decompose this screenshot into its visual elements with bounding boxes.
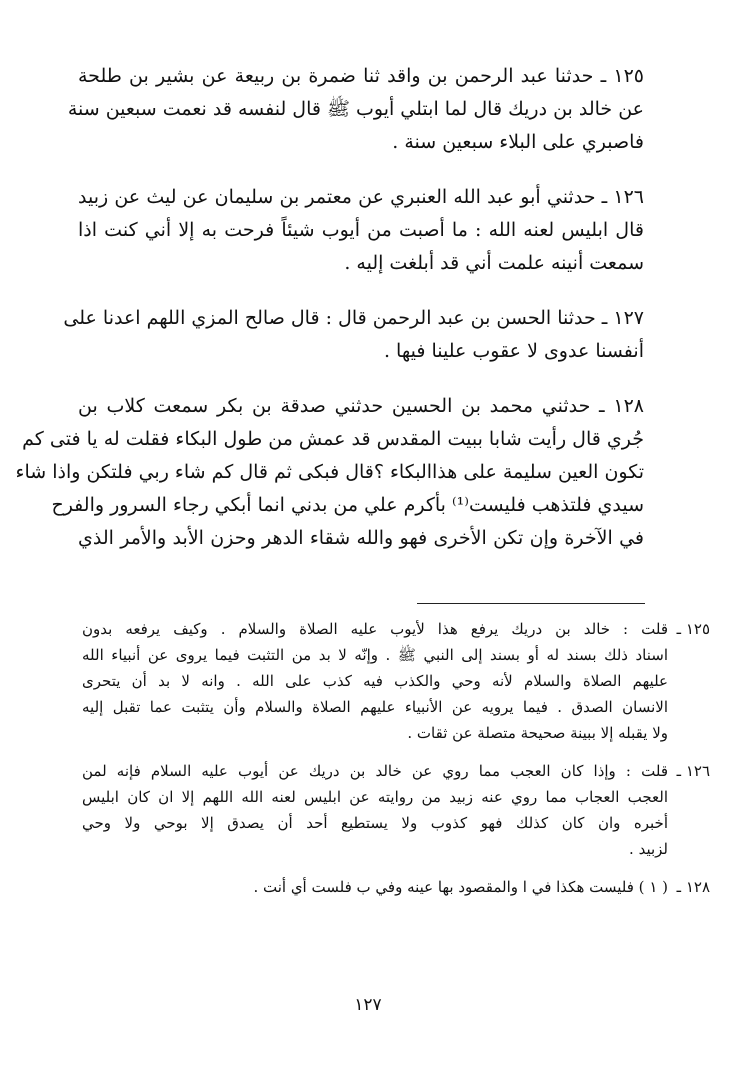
footnote-line: الانسان الصدق . فيما يرويه عن الأنبياء عليهم الصلاة والسلام وأن يتثبت عما تقبل إليه (82, 698, 668, 716)
text-line: سيدي فلتذهب فليست⁽¹⁾ بأكرم علي من بدني انما أبكي رجاء السرور والفرح (51, 494, 644, 516)
hadith-entry-126 (78, 181, 644, 280)
footnote-line: قلت : وإذا كان العجب مما روي عن خالد بن دريك عن أيوب عليه السلام فإنه لمن (82, 762, 668, 780)
text-line: سمعت أنينه علمت أني قد أبلغت إليه . (344, 252, 644, 274)
text-line: جُري قال رأيت شابا ببيت المقدس قد عمش من طول البكاء فقلت له يا فتى كم (22, 428, 644, 450)
footnote-number: ١٢٨ ـ (676, 878, 710, 896)
footnote-line: قلت : خالد بن دريك يرفع هذا لأيوب عليه الصلاة والسلام . وكيف يرفعه بدون (82, 620, 668, 638)
hadith-entry-127 (63, 302, 644, 368)
page-number: ١٢٧ (354, 995, 382, 1015)
footnotes (82, 616, 710, 912)
footnote-line: اسناد ذلك بسند له أو بسند إلى النبي ﷺ . وإنّه لا بد من التثبت فيما يروى عن أنبياء الله (82, 646, 668, 664)
footnote-line: أخبره وان كان كذلك فهو كذوب ولا يستطيع أحد أن يصدق إلا بوحي ولا وحي (82, 814, 668, 832)
footnote-line: عليهم الصلاة والسلام لأنه وحي والكذب فيه كذب على الله . وانه لا بد أن يتحرى (82, 672, 668, 690)
hadith-entry-125 (67, 60, 644, 159)
text-line: في الآخرة وإن تكن الأخرى فهو والله شقاء الدهر وحزن الأبد والأمر الذي (78, 527, 644, 549)
footnote-126 (82, 758, 710, 862)
footnote-line: ولا يقبله إلا ببينة صحيحة متصلة عن ثقات . (407, 724, 668, 742)
text-line: تكون العين سليمة على هذاالبكاء ؟قال فبكى ثم قال كم شاء ربي فلتكن واذا شاء (15, 461, 644, 483)
text-line: فاصبري على البلاء سبعين سنة . (392, 131, 644, 153)
footnote-line: العجب العجاب مما روي عنه زبيد من روايته عن ابليس لعنه الله اللهم إلا ان كان ابليس (82, 788, 668, 806)
text-line: عن خالد بن دريك قال لما ابتلي أيوب ﷺ قال لنفسه قد نعمت سبعين سنة (67, 98, 644, 120)
footnote-125 (82, 616, 710, 746)
footnote-line: لزبيد . (629, 840, 668, 858)
text-line: ١٢٧ ـ حدثنا الحسن بن عبد الرحمن قال : قال صالح المزي اللهم اعدنا على (63, 307, 644, 329)
footnote-divider (417, 603, 645, 604)
footnote-number: ١٢٦ ـ (676, 762, 710, 780)
text-line: ١٢٦ ـ حدثني أبو عبد الله العنبري عن معتمر بن سليمان عن ليث عن زبيد (78, 186, 644, 208)
text-line: قال ابليس لعنه الله : ما أصبت من أيوب شيئاً فرحت به إلا أني كنت اذا (78, 219, 644, 241)
footnote-line: ( ١ ) فليست هكذا في ا والمقصود بها عينه وفي ب فلست أي أنت . (253, 878, 668, 896)
text-line: أنفسنا عدوى لا عقوب علينا فيها . (383, 340, 644, 362)
main-text (15, 60, 644, 577)
text-line: ١٢٨ ـ حدثني محمد بن الحسين حدثني صدقة بن بكر سمعت كلاب بن (78, 395, 644, 417)
text-line: ١٢٥ ـ حدثنا عبد الرحمن بن واقد ثنا ضمرة بن ربيعة عن بشير بن طلحة (78, 65, 644, 87)
hadith-entry-128 (15, 390, 644, 555)
footnote-128 (82, 874, 710, 900)
footnote-number: ١٢٥ ـ (676, 620, 710, 638)
